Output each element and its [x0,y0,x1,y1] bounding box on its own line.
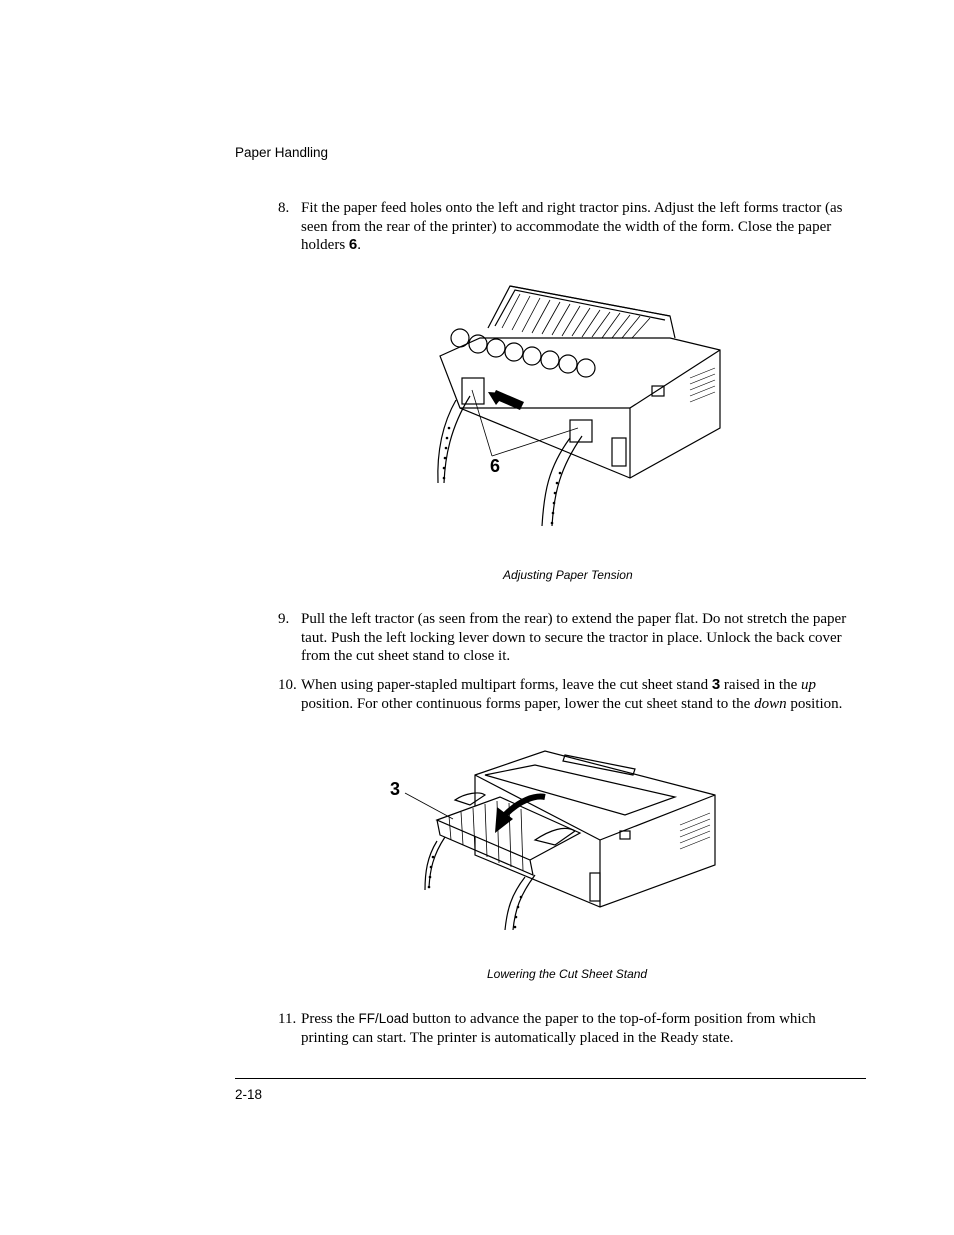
button-name: FF/Load [358,1011,409,1026]
step-8 [278,199,853,255]
step-9 [278,610,853,666]
figure-caption: Lowering the Cut Sheet Stand [487,967,648,981]
figure-adjusting-paper-tension [420,278,730,530]
step-number: 9. [278,611,290,627]
step-text: Press the FF/Load button to advance the paper to the top-of-form position from which printing can start. The printer is automatically placed in the Ready state. [301,1011,816,1046]
figure-caption: Adjusting Paper Tension [503,568,633,582]
step-number: 11. [278,1011,297,1027]
page-number: 2-18 [235,1087,263,1102]
step-text: When using paper-stapled multipart forms, leave the cut sheet stand 3 raised in the up position. For other continuous forms paper, lower the cut sheet stand to the down position. [301,676,843,712]
callout-3: 3 [390,779,401,799]
step-11 [278,1010,853,1047]
running-header: Paper Handling [235,145,329,160]
callout-ref: 6 [348,236,358,254]
step-10 [278,676,853,713]
callout-6: 6 [490,456,501,476]
step-text: Pull the left tractor (as seen from the rear) to extend the paper flat. Do not stretch the paper taut. Push the left locking lever down to secure the tractor in place. Unlock the back cover from the cut sheet stand to close it. [301,611,847,665]
footer-rule [235,1078,866,1079]
step-text: Fit the paper feed holes onto the left and right tractor pins. Adjust the left forms tractor (as seen from the rear of the printer) to accommodate the width of the form. Close the paper holders 6. [301,200,843,254]
callout-ref: 3 [711,676,721,693]
figure-lowering-cut-sheet-stand [385,745,720,935]
step-number: 8. [278,200,290,216]
step-number: 10. [278,677,297,693]
